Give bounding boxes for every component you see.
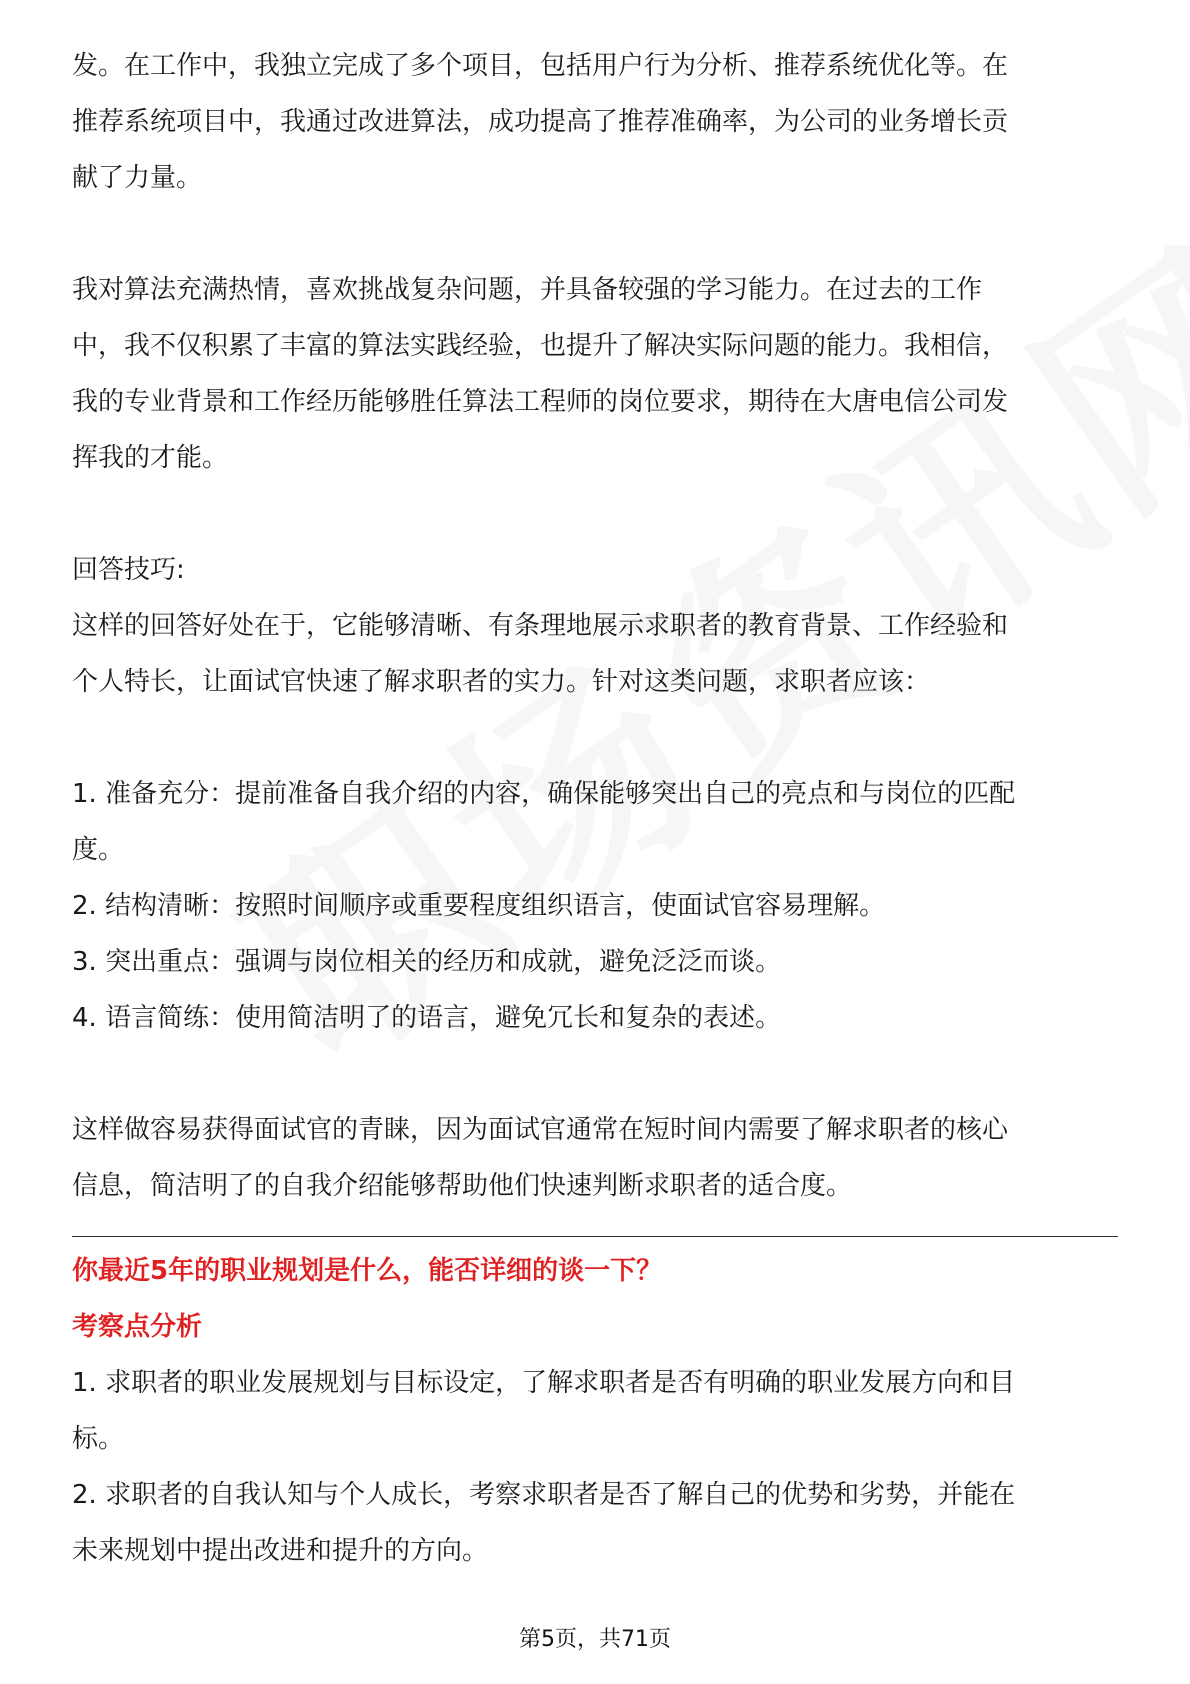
document-body <box>72 38 1118 1579</box>
text-line: 信息，简洁明了的自我介绍能够帮助他们快速判断求职者的适合度。 <box>72 1171 853 1201</box>
text-line: 发。在工作中，我独立完成了多个项目，包括用户行为分析、推荐系统优化等。在 <box>72 51 1009 81</box>
text-line: 这样做容易获得面试官的青睐，因为面试官通常在短时间内需要了解求职者的核心 <box>72 1115 1009 1145</box>
list-item: 2. 求职者的自我认知与个人成长，考察求职者是否了解自己的优势和劣势，并能在 <box>72 1480 1016 1510</box>
text-line: 个人特长，让面试官快速了解求职者的实力。针对这类问题，求职者应该： <box>72 667 931 697</box>
question-heading: 你最近5年的职业规划是什么，能否详细的谈一下？ <box>72 1256 663 1286</box>
answer-paragraph-1 <box>72 38 1118 206</box>
text-line: 推荐系统项目中，我通过改进算法，成功提高了推荐准确率，为公司的业务增长贡 <box>72 107 1009 137</box>
tips-summary <box>72 1102 1118 1214</box>
list-item: 4. 语言简练：使用简洁明了的语言，避免冗长和复杂的表述。 <box>72 1003 782 1033</box>
analysis-list <box>72 1355 1118 1579</box>
tips-list <box>72 766 1118 1046</box>
list-item-continued: 度。 <box>72 835 125 865</box>
answer-paragraph-2 <box>72 262 1118 486</box>
list-item: 1. 准备充分：提前准备自我介绍的内容，确保能够突出自己的亮点和与岗位的匹配 <box>72 779 1016 809</box>
list-item: 2. 结构清晰：按照时间顺序或重要程度组织语言，使面试官容易理解。 <box>72 891 886 921</box>
text-line: 献了力量。 <box>72 163 203 193</box>
list-item: 3. 突出重点：强调与岗位相关的经历和成就，避免泛泛而谈。 <box>72 947 782 977</box>
list-item-continued: 未来规划中提出改进和提升的方向。 <box>72 1536 489 1566</box>
list-item: 1. 求职者的职业发展规划与目标设定，了解求职者是否有明确的职业发展方向和目 <box>72 1368 1016 1398</box>
page-number: 第5页，共71页 <box>519 1627 671 1652</box>
text-line: 我的专业背景和工作经历能够胜任算法工程师的岗位要求，期待在大唐电信公司发 <box>72 387 1009 417</box>
analysis-heading: 考察点分析 <box>72 1312 203 1342</box>
text-line: 这样的回答好处在于，它能够清晰、有条理地展示求职者的教育背景、工作经验和 <box>72 611 1009 641</box>
tips-label: 回答技巧: <box>72 555 185 585</box>
tips-intro <box>72 598 1118 710</box>
text-line: 我对算法充满热情，喜欢挑战复杂问题，并具备较强的学习能力。在过去的工作 <box>72 275 983 305</box>
text-line: 中，我不仅积累了丰富的算法实践经验，也提升了解决实际问题的能力。我相信， <box>72 331 1009 361</box>
section-divider <box>72 1236 1118 1237</box>
text-line: 挥我的才能。 <box>72 443 229 473</box>
list-item-continued: 标。 <box>72 1424 125 1454</box>
